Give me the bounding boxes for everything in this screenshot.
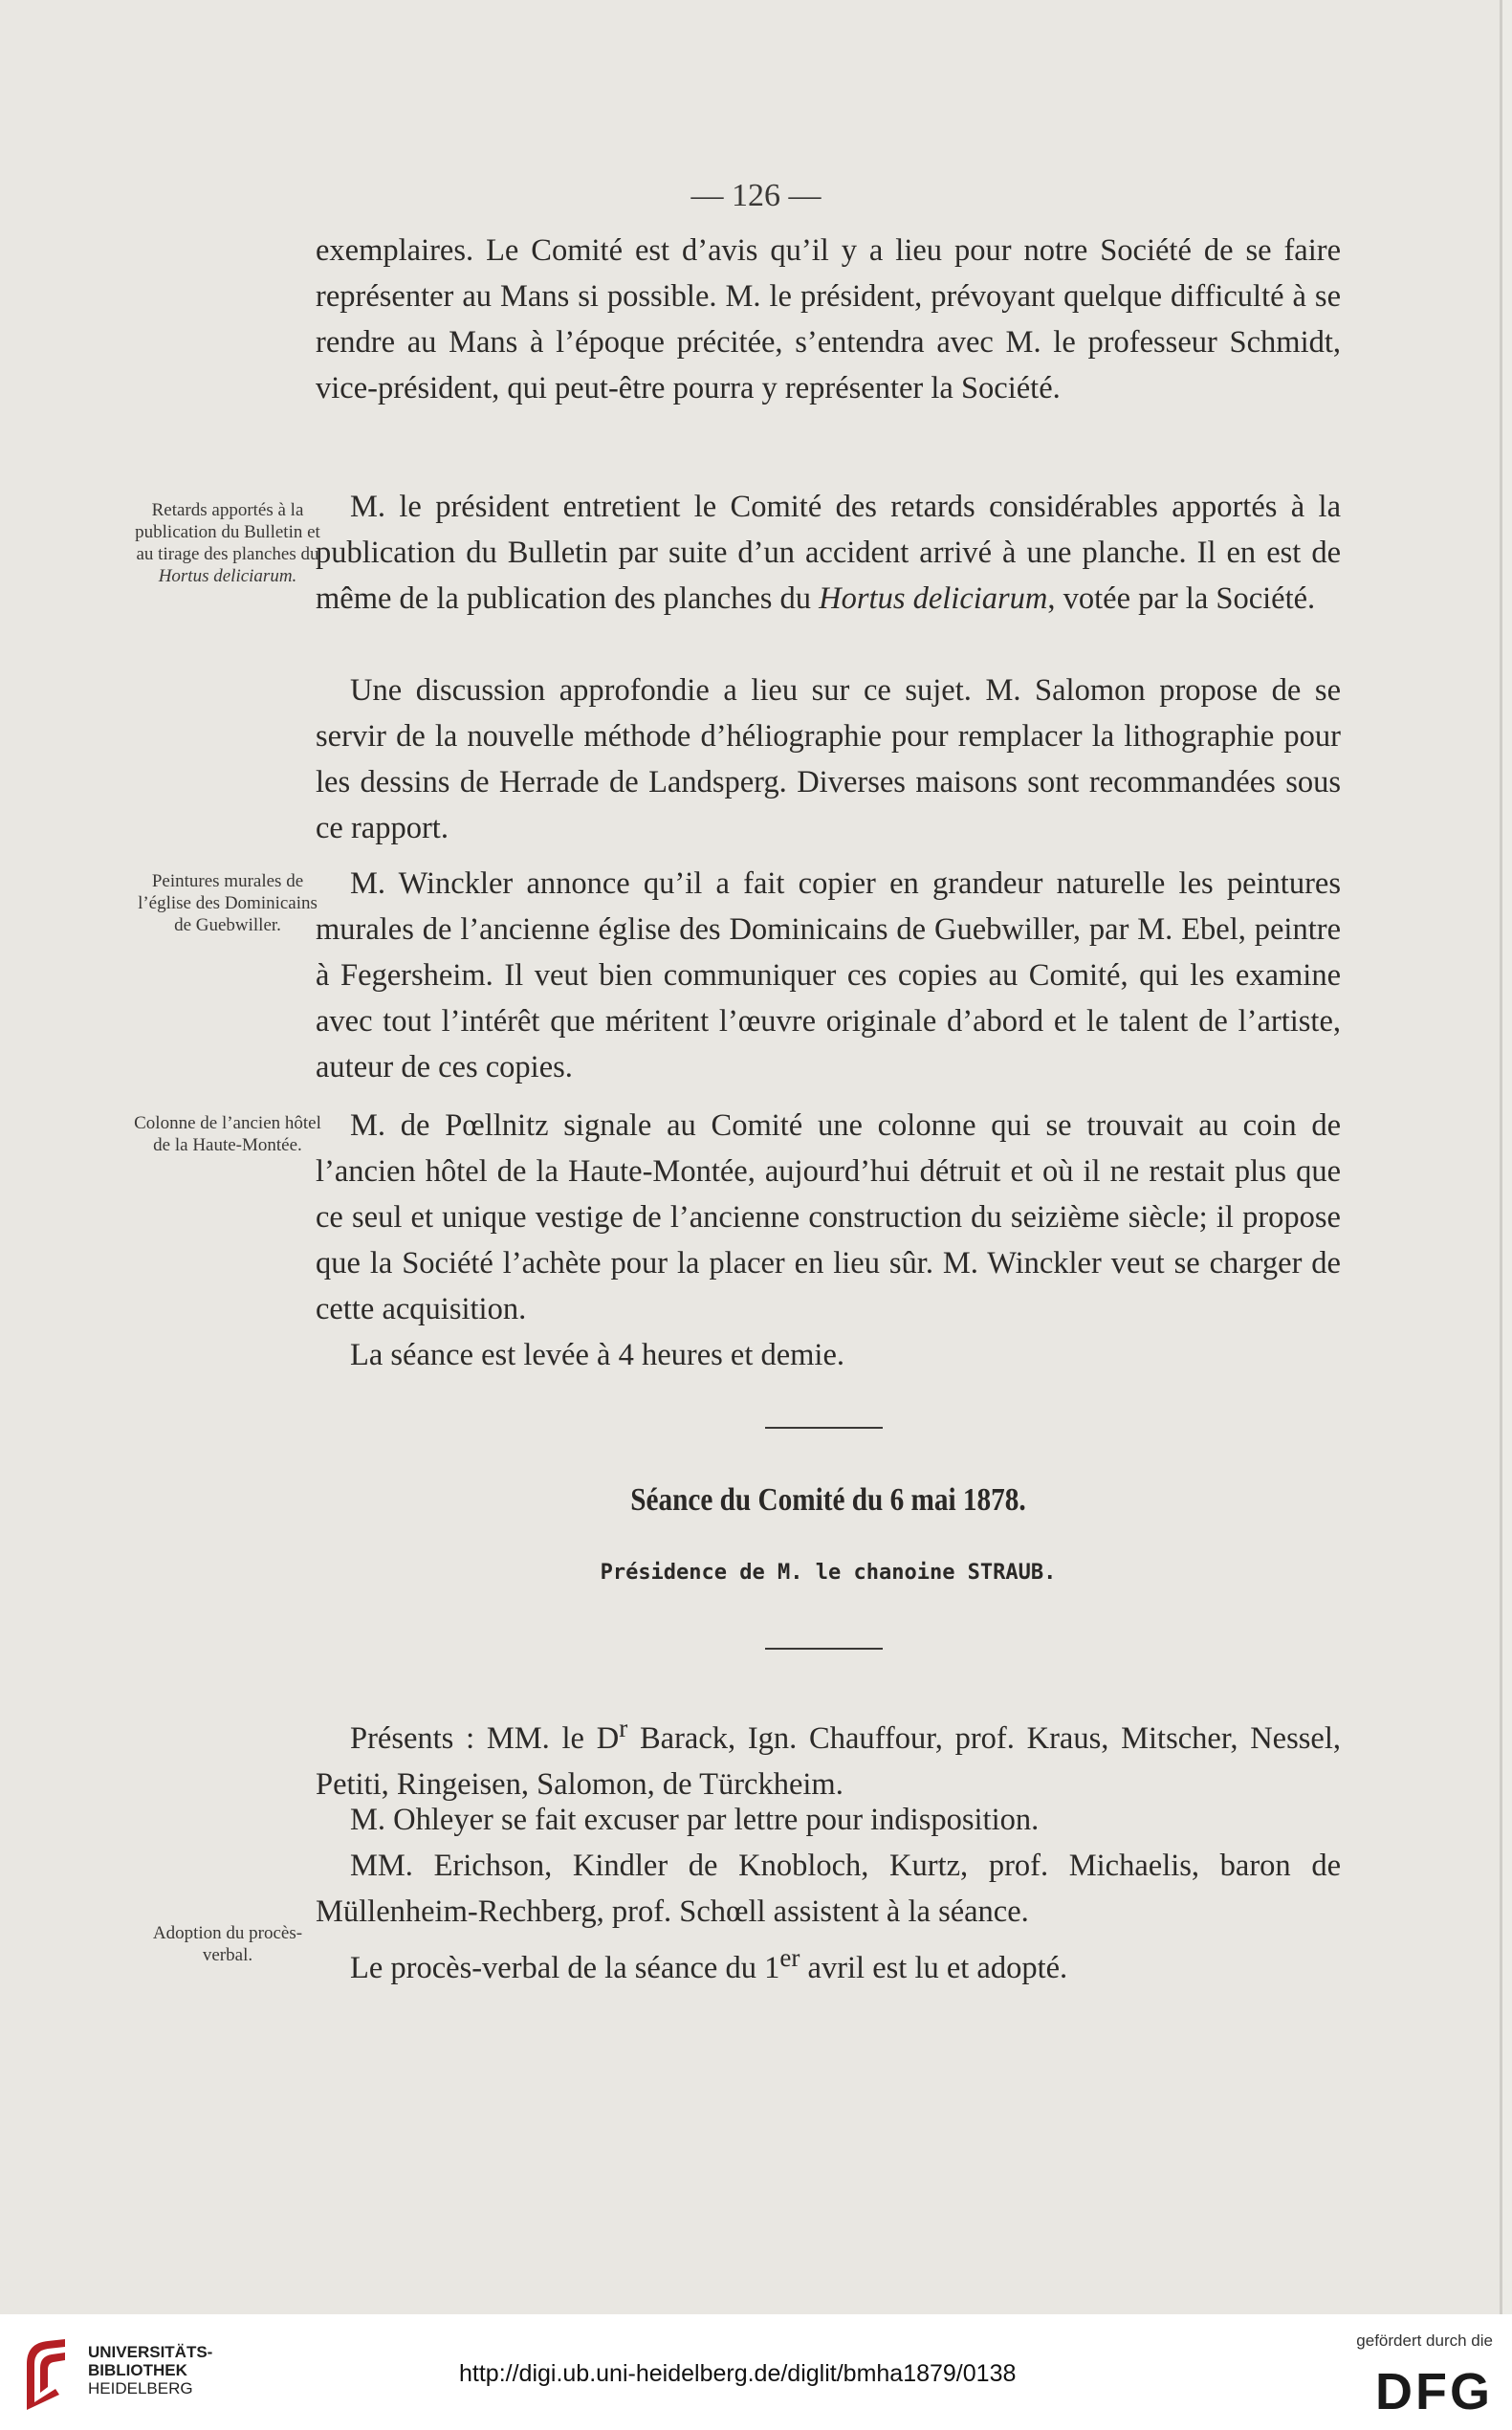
paragraph-4-text: M. Winckler annonce qu’il a fait copier en grandeur naturelle les peintures murales de l’ancienne église des Dominicains de Guebwiller, par M. Ebel, peintre à Fegersheim. Il veut bien communiquer ces copies au Comité, qui les examine avec tout l’intérêt que méritent l’œuvre originale d’abord et le talent de l’artiste, auteur de ces copies.	[316, 866, 1341, 1084]
dfg-logo: DFG	[1375, 2363, 1493, 2420]
library-line-1: UNIVERSITÄTS-	[88, 2343, 213, 2361]
paragraph-2	[316, 484, 1341, 622]
margin-note-retards	[132, 499, 323, 587]
paragraph-10	[316, 1935, 1341, 1991]
funded-by-label: gefördert durch die	[1356, 2331, 1493, 2350]
paragraph-7-end: Barack, Ign. Chauffour, prof. Kraus, Mitscher, Nessel, Petiti, Ringeisen, Salomon, de Türckheim.	[316, 1720, 1341, 1802]
permalink-url[interactable]: http://digi.ub.uni-heidelberg.de/diglit/bmha1879/0138	[459, 2360, 1017, 2387]
paragraph-5-text: M. de Pœllnitz signale au Comité une colonne qui se trouvait au coin de l’ancien hôtel de la Haute-Montée, aujourd’hui détruit et où il ne restait plus que ce seul et unique vestige de l’ancienne construction du seizième siècle; il propose que la Société l’achète pour la placer en lieu sûr. M. Winckler veut se charger de cette acquisition.	[316, 1108, 1341, 1326]
paragraph-6-text: La séance est levée à 4 heures et demie.	[350, 1338, 845, 1372]
doctor-superscript: r	[619, 1714, 628, 1742]
paragraph-4	[316, 861, 1341, 1090]
paragraph-10-start: Le procès-verbal de la séance du 1	[350, 1950, 780, 1985]
paragraph-7-start: Présents : MM. le D	[350, 1720, 620, 1756]
margin-note-peintures: Peintures murales de l’église des Dominicains de Guebwiller.	[138, 871, 318, 935]
divider-top	[765, 1427, 883, 1429]
margin-note-adoption: Adoption du procès-verbal.	[152, 1923, 303, 1965]
paragraph-8-text: M. Ohleyer se fait excuser par lettre pour indisposition.	[350, 1803, 1040, 1837]
section-title: Séance du Comité du 6 mai 1878.	[630, 1482, 1026, 1518]
paragraph-6	[316, 1332, 1341, 1378]
paragraph-3-text: Une discussion approfondie a lieu sur ce sujet. M. Salomon propose de se servir de la nouvelle méthode d’héliographie pour remplacer la lithographie pour les dessins de Herrade de Landsperg. Diverses maisons sont recommandées sous ce rapport.	[316, 673, 1341, 845]
university-library-logo-icon	[17, 2335, 69, 2412]
footer-bar	[0, 2314, 1512, 2430]
paragraph-3	[316, 668, 1341, 851]
paragraph-9-text: MM. Erichson, Kindler de Knobloch, Kurtz, prof. Michaelis, baron de Müllenheim-Rechberg, prof. Schœll assistent à la séance.	[316, 1849, 1341, 1929]
university-library-name	[88, 2343, 212, 2397]
section-subtitle: Présidence de M. le chanoine STRAUB.	[600, 1561, 1057, 1585]
divider-bottom	[765, 1648, 883, 1650]
library-line-2: BIBLIOTHEK	[88, 2361, 187, 2379]
paragraph-2-end: , votée par la Société.	[1047, 581, 1316, 616]
paragraph-1: exemplaires. Le Comité est d’avis qu’il y a lieu pour notre Société de se faire représenter au Mans si possible. M. le président, prévoyant quelque difficulté à se rendre au Mans à l’époque précitée, s’entendra avec M. le professeur Schmidt, vice-président, qui peut-être pourra y représenter la Société.	[316, 233, 1341, 405]
paragraph-8	[316, 1797, 1341, 1843]
paragraph-2-start: M. le président entretient le Comité des retards considérables apportés à la publication du Bulletin par suite d’un accident arrivé à une planche. Il en est de même de la publication des planches du	[316, 490, 1341, 616]
library-line-3: HEIDELBERG	[88, 2379, 193, 2397]
hortus-title: Hortus deliciarum	[819, 581, 1048, 616]
paragraph-5	[316, 1103, 1341, 1332]
premier-superscript: er	[779, 1943, 800, 1972]
margin-note-retards-text: Retards apportés à la publication du Bulletin et au tirage des planches du	[135, 500, 320, 564]
margin-note-hortus: Hortus deliciarum.	[158, 566, 297, 586]
margin-note-colonne: Colonne de l’ancien hôtel de la Haute-Montée.	[134, 1113, 321, 1155]
paragraph-9	[316, 1843, 1341, 1935]
page-number: — 126 —	[690, 178, 822, 213]
paragraph-10-end: avril est lu et adopté.	[800, 1950, 1068, 1985]
paragraph-7	[316, 1705, 1341, 1807]
